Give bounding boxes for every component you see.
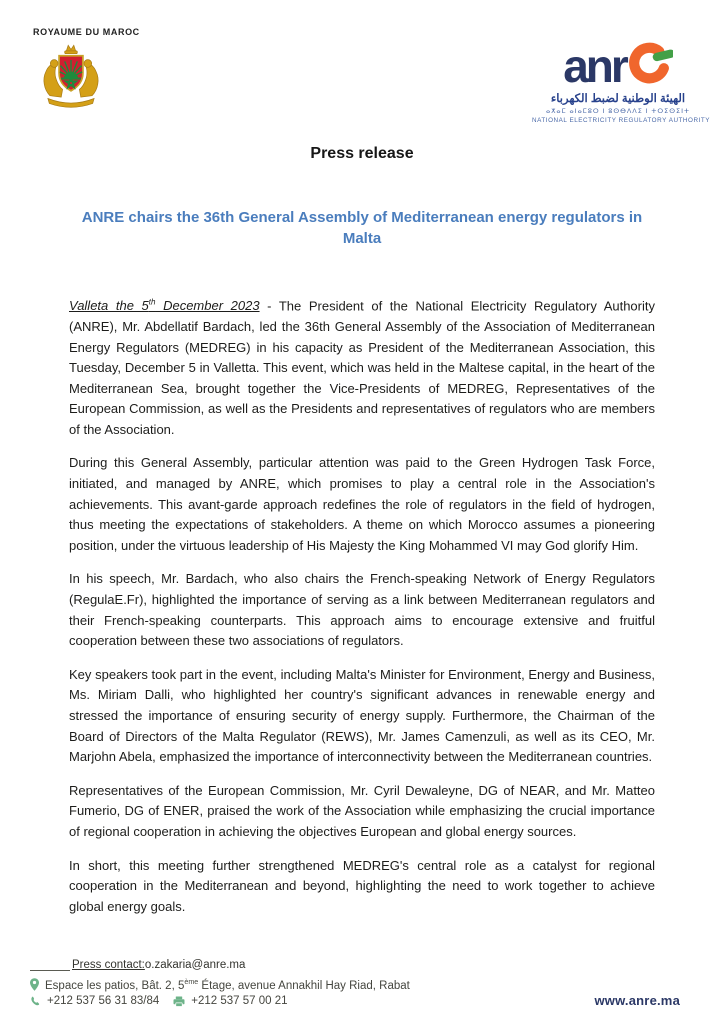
anre-arabic-name: الهيئة الوطنية لضبط الكهرباء: [550, 93, 686, 105]
body-paragraph: In his speech, Mr. Bardach, who also chairs the French-speaking Network of Energy Regulators (RegulaE.Fr), highlighted the importance of serving as a link between Mediterranean regulators and their French-speaking counterparts. This approach aims to encourage extensive and fruitful cooperation between these two associations of regulators.: [69, 571, 655, 649]
body-paragraph: During this General Assembly, particular attention was paid to the Green Hydrogen Task Force, initiated, and managed by ANRE, which promises to play a central role in the Association's achievements. This avant-garde approach redefines the role of regulators in the field of hydrogen, thus meeting the expectations of stakeholders. A theme on which Morocco assumes a pioneering position, under the virtuous leadership of His Majesty the King Mohammed VI may God glorify Him.: [69, 455, 655, 553]
body-paragraph: Representatives of the European Commission, Mr. Cyril Dewaleyne, DG of NEAR, and Mr. Matteo Fumerio, DG of ENER, praised the work of the Association while emphasizing the crucial importance of regional cooperation in achieving the objectives European and global energy sources.: [69, 782, 655, 839]
anre-logo: [532, 36, 711, 124]
body-paragraph: In short, this meeting further strengthened MEDREG's central role as a catalyst for regional cooperation in the Mediterranean and beyond, highlighting the need to work together to achieve global energy goals.: [69, 857, 655, 914]
address-text: Espace les patios, Bât. 2, 5ème Étage, avenue Annakhil Hay Riad, Rabat: [45, 978, 410, 992]
lead-paragraph-text: - The President of the National Electricity Regulatory Authority (ANRE), Mr. Abdellatif Bardach, led the 36th General Assembly of the Association of Mediterranean Energy Regulators (MEDREG) in his capacity as President of the Mediterranean Association, this Tuesday, December 5 in Valletta. This event, which was held in the Maltese capital, in the heart of the Mediterranean Sea, brought together the Vice-Presidents of MEDREG, Representatives of the European Commission, as well as the Presidents and representatives of regulators who are members of the Association.: [69, 298, 655, 437]
location-pin-icon: [30, 978, 39, 991]
phone-number: +212 537 56 31 83/84: [47, 995, 160, 1007]
anre-wordmark: anr: [563, 40, 626, 92]
anre-latin-name: NATIONAL ELECTRICITY REGULATORY AUTHORITY: [532, 117, 711, 124]
phone-icon: [30, 996, 41, 1007]
document-title: Press release: [310, 145, 414, 162]
press-contact-row: [30, 958, 245, 971]
morocco-coat-of-arms-icon: [36, 42, 106, 120]
press-contact-label: Press contact:: [72, 958, 145, 971]
lead-paragraph: [69, 293, 655, 440]
fax-number: +212 537 57 00 21: [191, 995, 288, 1007]
anre-tifinagh-name: ⴰⵅⴰⵎ ⴰⵏⴰⵎⵓⵔ ⵏ ⵓⵙⴱⴷⴷⵉ ⵏ ⵜⵔⵉⵙⵉⵏⵜ: [545, 108, 691, 115]
fax-icon: [173, 996, 185, 1007]
document-body: [69, 293, 655, 930]
anre-logo-mark: [532, 36, 704, 92]
press-contact-rule: [30, 958, 70, 971]
address-row: [30, 978, 410, 992]
body-paragraph: Key speakers took part in the event, including Malta's Minister for Environment, Energy and Business, Ms. Miriam Dalli, who highlighted her country's significant advances in renewable energy and stressed the importance of ensuring security of energy supply. Furthermore, the Chairman of the Board of Directors of the Malta Regulator (REWS), Mr. James Camenzuli, as well as its CEO, Mr. Marjohn Abela, emphasized the importance of interconnectivity between the Mediterranean countries.: [69, 666, 655, 765]
website-url: www.anre.ma: [594, 993, 680, 1008]
anre-e-glyph-icon: [626, 38, 673, 88]
press-contact-email: o.zakaria@anre.ma: [144, 958, 246, 971]
dateline: Valleta the 5th December 2023: [69, 298, 260, 314]
kingdom-label: ROYAUME DU MAROC: [33, 27, 140, 37]
phone-fax-row: [30, 995, 287, 1007]
headline: ANRE chairs the 36th General Assembly of Mediterranean energy regulators in Malta: [81, 209, 643, 247]
